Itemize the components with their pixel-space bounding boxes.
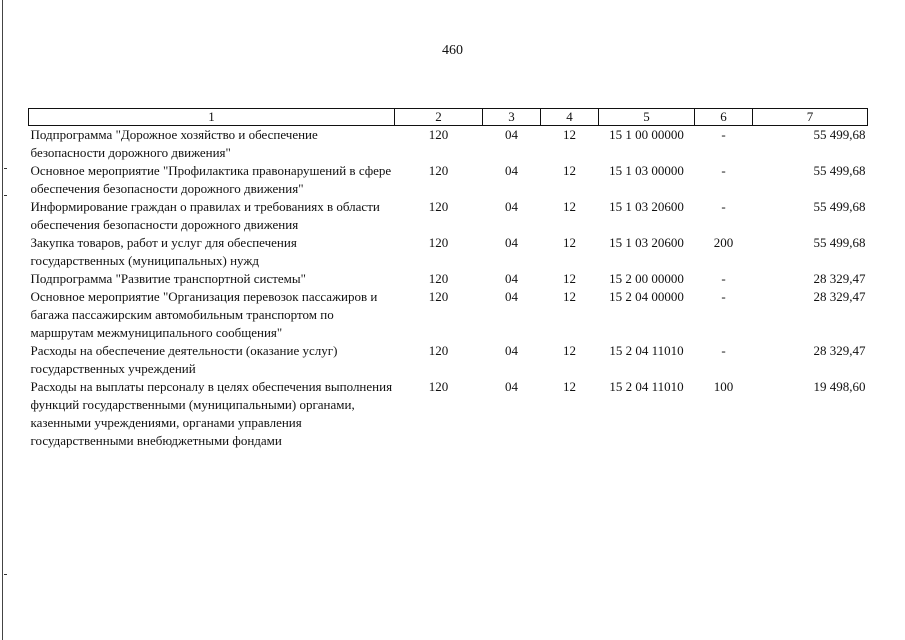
table-row — [29, 126, 868, 163]
row-code-5: 15 1 00 00000 — [609, 127, 684, 142]
row-code-5: 15 1 03 20600 — [609, 199, 684, 214]
row-code-6: 200 — [713, 235, 734, 250]
budget-table-container — [28, 108, 867, 450]
row-amount: 28 329,47 — [813, 343, 866, 358]
row-code-6: - — [721, 271, 726, 286]
row-code-4: 12 — [563, 127, 576, 142]
row-name: Подпрограмма "Развитие транспортной системы" — [30, 271, 306, 286]
row-code-4: 12 — [563, 199, 576, 214]
row-code-6: - — [721, 199, 726, 214]
row-code-2: 120 — [428, 343, 449, 358]
table-row — [29, 234, 868, 270]
row-amount: 28 329,47 — [813, 289, 866, 304]
row-code-2: 120 — [428, 271, 449, 286]
row-name: Расходы на выплаты персоналу в целях обеспечения выполнения функций государственными (муниципальными) органами, казенными учреждениями, органами управления государственными внебюджетными фондами — [30, 379, 393, 448]
row-code-3: 04 — [505, 289, 518, 304]
row-code-2: 120 — [428, 199, 449, 214]
column-header: 5 — [599, 109, 695, 126]
row-name: Расходы на обеспечение деятельности (оказание услуг) государственных учреждений — [30, 343, 338, 376]
row-amount: 19 498,60 — [813, 379, 866, 394]
row-code-6: - — [721, 163, 726, 178]
row-code-4: 12 — [563, 271, 576, 286]
row-amount: 28 329,47 — [813, 271, 866, 286]
row-amount: 55 499,68 — [813, 235, 866, 250]
row-amount: 55 499,68 — [813, 199, 866, 214]
scan-edge-mark — [4, 574, 7, 575]
row-code-6: - — [721, 343, 726, 358]
column-header: 6 — [695, 109, 753, 126]
scan-edge-mark — [4, 168, 7, 169]
table-row — [29, 162, 868, 198]
row-code-4: 12 — [563, 343, 576, 358]
row-code-3: 04 — [505, 271, 518, 286]
row-code-6: - — [721, 127, 726, 142]
table-row — [29, 270, 868, 288]
row-code-5: 15 2 04 00000 — [609, 289, 684, 304]
row-code-3: 04 — [505, 163, 518, 178]
column-header: 4 — [541, 109, 599, 126]
row-code-2: 120 — [428, 127, 449, 142]
row-code-3: 04 — [505, 235, 518, 250]
column-header: 3 — [483, 109, 541, 126]
row-code-3: 04 — [505, 199, 518, 214]
row-name: Основное мероприятие "Организация перевозок пассажиров и багажа пассажирским автомобильным транспортом по маршрутам межмуниципального сообщения" — [30, 289, 378, 340]
row-code-5: 15 1 03 00000 — [609, 163, 684, 178]
table-row — [29, 198, 868, 234]
row-code-2: 120 — [428, 163, 449, 178]
page-number: 460 — [442, 43, 463, 58]
row-code-3: 04 — [505, 379, 518, 394]
row-code-5: 15 1 03 20600 — [609, 235, 684, 250]
table-row — [29, 342, 868, 378]
table-row — [29, 378, 868, 450]
row-amount: 55 499,68 — [813, 127, 866, 142]
table-header-row — [29, 109, 868, 126]
table-row — [29, 288, 868, 342]
row-code-2: 120 — [428, 379, 449, 394]
row-code-2: 120 — [428, 235, 449, 250]
row-name: Информирование граждан о правилах и требованиях в области обеспечения безопасности дорожного движения — [30, 199, 380, 232]
row-code-3: 04 — [505, 343, 518, 358]
row-name: Основное мероприятие "Профилактика правонарушений в сфере обеспечения безопасности дорожного движения" — [30, 163, 392, 196]
row-code-6: 100 — [713, 379, 734, 394]
row-name: Закупка товаров, работ и услуг для обеспечения государственных (муниципальных) нужд — [30, 235, 297, 268]
row-code-4: 12 — [563, 235, 576, 250]
row-code-4: 12 — [563, 163, 576, 178]
column-header: 7 — [753, 109, 868, 126]
column-header: 1 — [29, 109, 395, 126]
row-code-5: 15 2 04 11010 — [609, 379, 684, 394]
row-code-5: 15 2 00 00000 — [609, 271, 684, 286]
scan-edge-mark — [4, 195, 7, 196]
row-code-4: 12 — [563, 379, 576, 394]
row-code-2: 120 — [428, 289, 449, 304]
row-name: Подпрограмма "Дорожное хозяйство и обеспечение безопасности дорожного движения" — [30, 127, 318, 160]
row-code-5: 15 2 04 11010 — [609, 343, 684, 358]
row-code-4: 12 — [563, 289, 576, 304]
row-amount: 55 499,68 — [813, 163, 866, 178]
scan-left-edge — [2, 0, 3, 640]
row-code-6: - — [721, 289, 726, 304]
column-header: 2 — [395, 109, 483, 126]
row-code-3: 04 — [505, 127, 518, 142]
budget-table — [28, 108, 868, 450]
